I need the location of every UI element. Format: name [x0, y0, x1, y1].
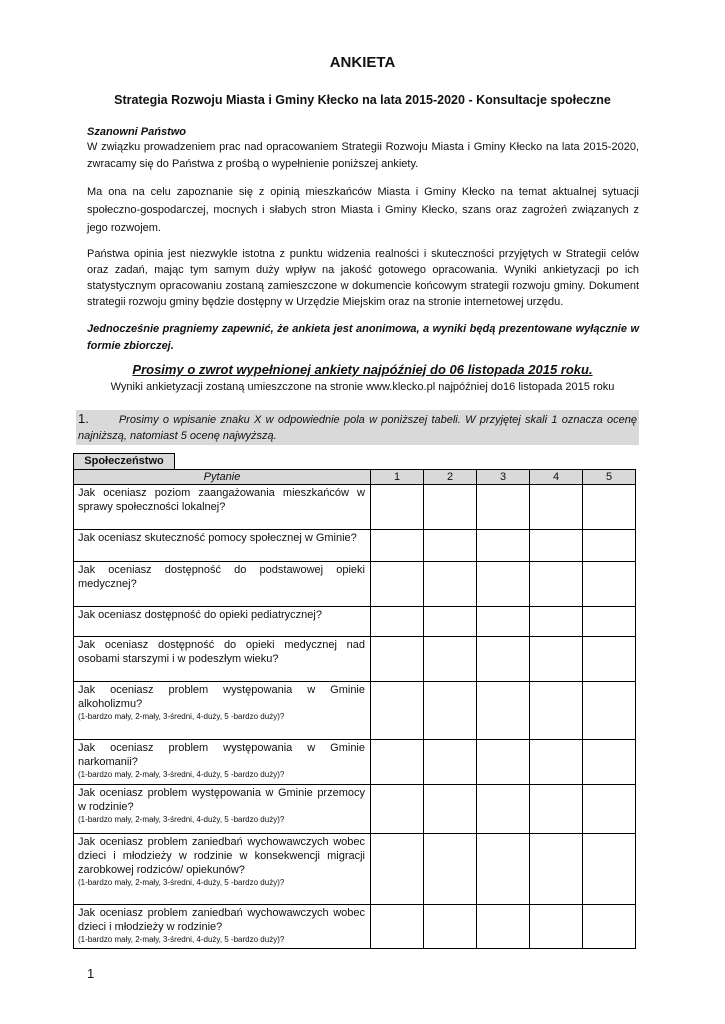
answer-cell-score-2[interactable]	[424, 740, 477, 785]
table-row	[74, 485, 636, 530]
header-score-3: 3	[477, 470, 530, 485]
answer-cell-score-3[interactable]	[477, 485, 530, 530]
answer-cell-score-5[interactable]	[583, 905, 636, 949]
question-text: Jak oceniasz dostępność do podstawowej opieki medycznej?	[78, 564, 365, 590]
answer-cell-score-1[interactable]	[371, 905, 424, 949]
question-cell	[74, 485, 371, 530]
answer-cell-score-1[interactable]	[371, 785, 424, 834]
answer-cell-score-5[interactable]	[583, 530, 636, 562]
question-scale-note: (1-bardzo mały, 2-mały, 3-średni, 4-duży, 5 -bardzo duży)?	[78, 712, 285, 721]
table-row	[74, 740, 636, 785]
answer-cell-score-2[interactable]	[424, 530, 477, 562]
anonymity-paragraph: Jednocześnie pragniemy zapewnić, że ankieta jest anonimowa, a wyniki będą prezentowane wyłącznie w formie zbiorczej.	[87, 323, 639, 352]
table-header-row	[74, 470, 636, 485]
answer-cell-score-5[interactable]	[583, 682, 636, 740]
table-row	[74, 562, 636, 607]
answer-cell-score-5[interactable]	[583, 562, 636, 607]
question-cell	[74, 905, 371, 949]
question-scale-note: (1-bardzo mały, 2-mały, 3-średni, 4-duży, 5 -bardzo duży)?	[78, 878, 285, 887]
document-subtitle: Strategia Rozwoju Miasta i Gminy Kłecko na lata 2015-2020 - Konsultacje społeczne	[114, 93, 611, 107]
answer-cell-score-5[interactable]	[583, 834, 636, 905]
question-text: Jak oceniasz dostępność do opieki pediatrycznej?	[78, 609, 322, 621]
question-text: Jak oceniasz problem występowania w Gminie alkoholizmu?	[78, 684, 365, 710]
table-row	[74, 905, 636, 949]
question-text: Jak oceniasz problem zaniedbań wychowawczych wobec dzieci i młodzieży w rodzinie?	[78, 907, 365, 933]
table-row	[74, 530, 636, 562]
header-score-4: 4	[530, 470, 583, 485]
question-scale-note: (1-bardzo mały, 2-mały, 3-średni, 4-duży, 5 -bardzo duży)?	[78, 770, 285, 779]
answer-cell-score-4[interactable]	[530, 785, 583, 834]
table-row	[74, 637, 636, 682]
survey-table	[73, 469, 636, 949]
answer-cell-score-4[interactable]	[530, 530, 583, 562]
table-row	[74, 607, 636, 637]
answer-cell-score-3[interactable]	[477, 530, 530, 562]
answer-cell-score-2[interactable]	[424, 905, 477, 949]
answer-cell-score-1[interactable]	[371, 530, 424, 562]
table-row	[74, 785, 636, 834]
answer-cell-score-2[interactable]	[424, 607, 477, 637]
purpose-paragraph: Ma ona na celu zapoznanie się z opinią mieszkańców Miasta i Gminy Kłecko na temat aktualnej sytuacji społeczno-gospodarczej, mocnych i słabych stron Miasta i Gminy Kłecko, szans oraz zagrożeń związanych z jego rozwojem.	[87, 186, 639, 234]
question-text: Jak oceniasz dostępność do opieki medycznej nad osobami starszymi i w podeszłym wieku?	[78, 639, 365, 665]
answer-cell-score-2[interactable]	[424, 485, 477, 530]
answer-cell-score-4[interactable]	[530, 682, 583, 740]
answer-cell-score-1[interactable]	[371, 562, 424, 607]
question-cell	[74, 682, 371, 740]
header-score-2: 2	[424, 470, 477, 485]
answer-cell-score-4[interactable]	[530, 637, 583, 682]
question-cell	[74, 562, 371, 607]
answer-cell-score-1[interactable]	[371, 637, 424, 682]
header-score-5: 5	[583, 470, 636, 485]
answer-cell-score-4[interactable]	[530, 740, 583, 785]
answer-cell-score-3[interactable]	[477, 740, 530, 785]
answer-cell-score-5[interactable]	[583, 740, 636, 785]
answer-cell-score-3[interactable]	[477, 834, 530, 905]
answer-cell-score-1[interactable]	[371, 485, 424, 530]
question-text: Jak oceniasz skuteczność pomocy społecznej w Gminie?	[78, 532, 357, 544]
answer-cell-score-4[interactable]	[530, 905, 583, 949]
answer-cell-score-3[interactable]	[477, 562, 530, 607]
answer-cell-score-5[interactable]	[583, 785, 636, 834]
answer-cell-score-1[interactable]	[371, 607, 424, 637]
question-scale-note: (1-bardzo mały, 2-mały, 3-średni, 4-duży, 5 -bardzo duży)?	[78, 815, 285, 824]
opinion-paragraph: Państwa opinia jest niezwykle istotna z punktu widzenia realności i skuteczności przyjętych w Strategii celów oraz zadań, mając tym samym duży wpływ na jakość gotowego opracowania. Wyniki ankietyzacji po ich statystycznym opracowaniu zostaną zamieszczone w dokumencie końcowym strategii rozwoju gminy. Dokument strategii rozwoju gminy będzie dostępny w Urzędzie Miejskim oraz na stronie internetowej urzędu.	[87, 248, 639, 308]
answer-cell-score-1[interactable]	[371, 740, 424, 785]
question-text: Jak oceniasz poziom zaangażowania mieszkańców w sprawy społeczności lokalnej?	[78, 487, 365, 513]
answer-cell-score-4[interactable]	[530, 834, 583, 905]
answer-cell-score-5[interactable]	[583, 607, 636, 637]
question-cell	[74, 530, 371, 562]
question-cell	[74, 834, 371, 905]
question-cell	[74, 637, 371, 682]
answer-cell-score-4[interactable]	[530, 562, 583, 607]
answer-cell-score-3[interactable]	[477, 637, 530, 682]
header-score-1: 1	[371, 470, 424, 485]
answer-cell-score-3[interactable]	[477, 905, 530, 949]
return-request: Prosimy o zwrot wypełnionej ankiety najpóźniej do 06 listopada 2015 roku.	[132, 362, 593, 377]
intro-paragraph: W związku prowadzeniem prac nad opracowaniem Strategii Rozwoju Miasta i Gminy Kłecko na lata 2015-2020, zwracamy się do Państwa z prośbą o wypełnienie poniższej ankiety.	[87, 141, 639, 170]
question-cell	[74, 740, 371, 785]
question-text: Jak oceniasz problem występowania w Gminie narkomanii?	[78, 742, 365, 768]
section-tab-spoleczenstwo: Społeczeństwo	[73, 453, 175, 470]
answer-cell-score-2[interactable]	[424, 637, 477, 682]
answer-cell-score-3[interactable]	[477, 607, 530, 637]
answer-cell-score-2[interactable]	[424, 562, 477, 607]
question-number: 1.	[78, 411, 89, 426]
answer-cell-score-5[interactable]	[583, 485, 636, 530]
answer-cell-score-3[interactable]	[477, 682, 530, 740]
question-text: Jak oceniasz problem występowania w Gminie przemocy w rodzinie?	[78, 787, 365, 813]
answer-cell-score-1[interactable]	[371, 834, 424, 905]
question-cell	[74, 607, 371, 637]
answer-cell-score-5[interactable]	[583, 637, 636, 682]
page-number: 1	[87, 966, 95, 981]
salutation: Szanowni Państwo	[87, 126, 187, 138]
question-1-instruction	[76, 410, 639, 445]
question-scale-note: (1-bardzo mały, 2-mały, 3-średni, 4-duży, 5 -bardzo duży)?	[78, 935, 285, 944]
answer-cell-score-4[interactable]	[530, 607, 583, 637]
answer-cell-score-4[interactable]	[530, 485, 583, 530]
results-note: Wyniki ankietyzacji zostaną umieszczone na stronie www.klecko.pl najpóźniej do16 listopada 2015 roku	[110, 381, 615, 393]
question-text: Jak oceniasz problem zaniedbań wychowawczych wobec dzieci i młodzieży w rodzinie w konsekwencji migracji zarobkowej rodziców/ opiekunów?	[78, 836, 365, 876]
table-row	[74, 682, 636, 740]
answer-cell-score-3[interactable]	[477, 785, 530, 834]
answer-cell-score-2[interactable]	[424, 682, 477, 740]
table-row	[74, 834, 636, 905]
question-instruction-text: Prosimy o wpisanie znaku X w odpowiednie pola w poniższej tabeli. W przyjętej skali 1 oznacza ocenę najniższą, natomiast 5 ocenę najwyższą.	[78, 414, 637, 442]
header-question: Pytanie	[74, 470, 371, 485]
document-title: ANKIETA	[329, 54, 396, 71]
answer-cell-score-1[interactable]	[371, 682, 424, 740]
answer-cell-score-2[interactable]	[424, 785, 477, 834]
question-cell	[74, 785, 371, 834]
answer-cell-score-2[interactable]	[424, 834, 477, 905]
